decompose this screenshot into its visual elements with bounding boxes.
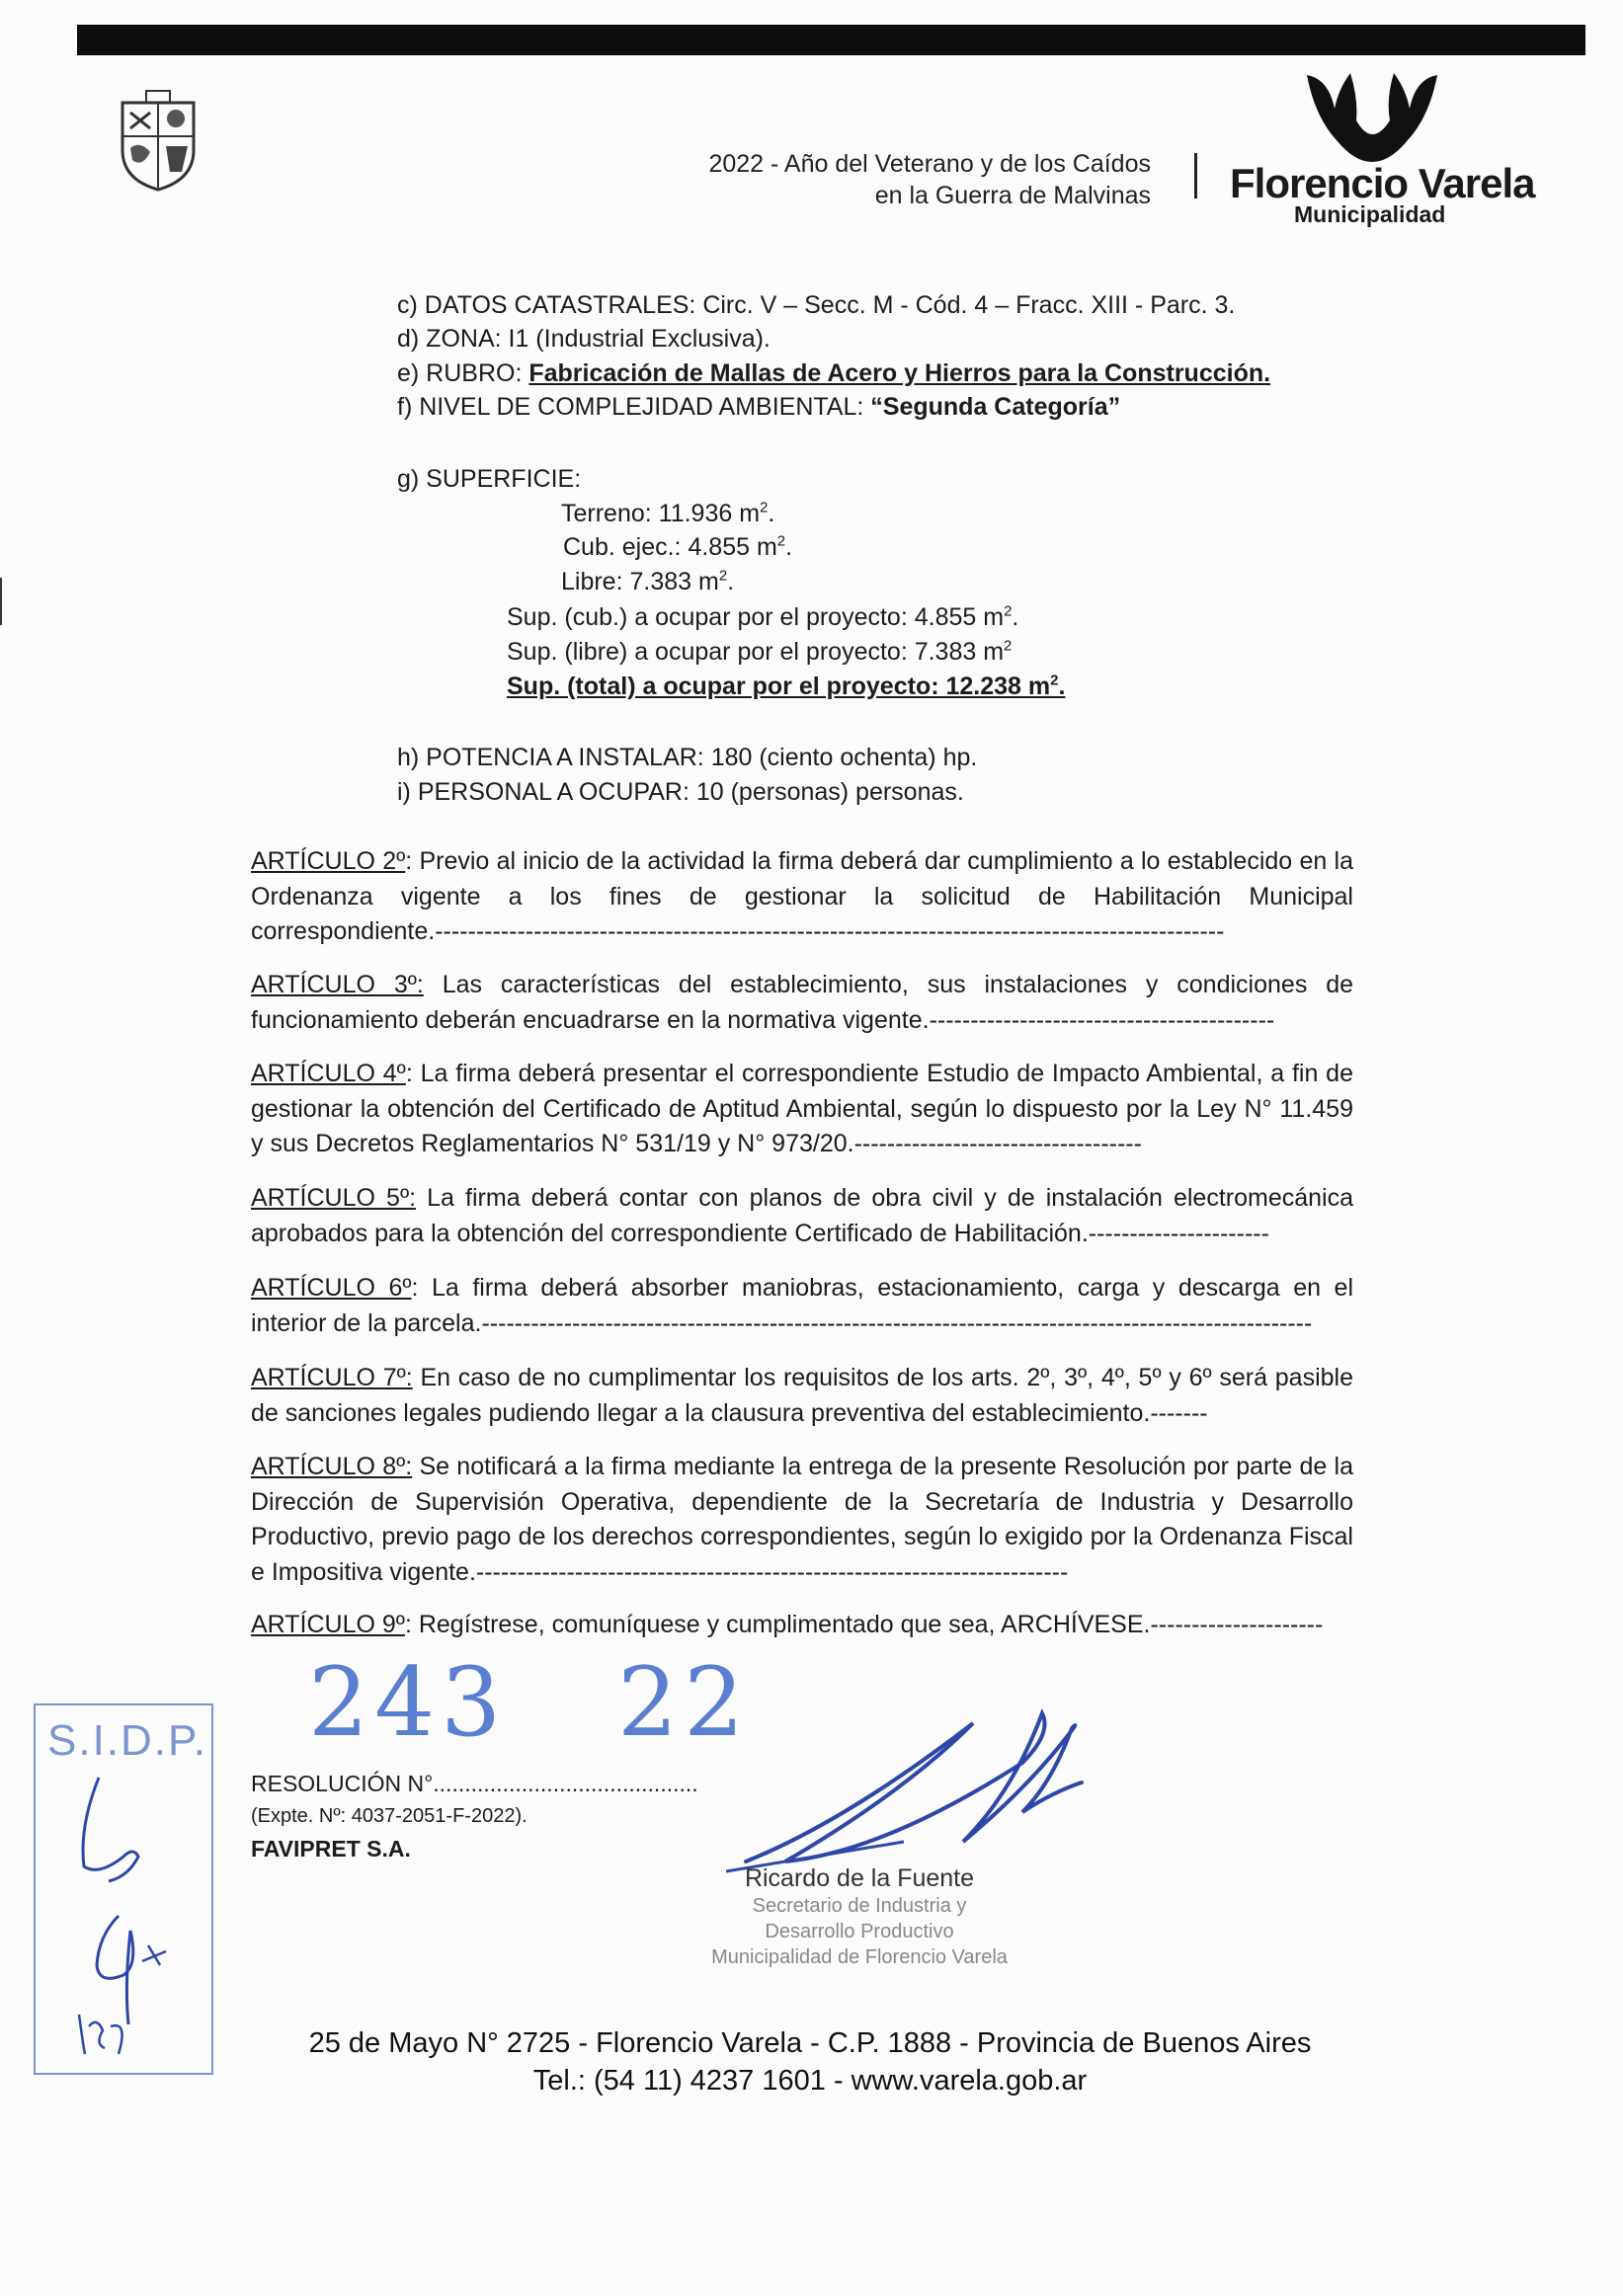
article-text: : Regístrese, comuníquese y cumplimentado que sea, ARCHÍVESE.: [404, 1611, 1151, 1638]
article-dashes: -----------------------------------------------------------------------------------------------------: [481, 1308, 1313, 1337]
logo-name: Florencio Varela: [1230, 160, 1535, 206]
sidp-stamp-label: S.I.D.P.: [47, 1716, 207, 1765]
article-label: ARTÍCULO 2º: [251, 847, 406, 875]
surface-sup-libre: [507, 635, 1012, 669]
rubro-value: Fabricación de Mallas de Acero y Hierros para la Construcción.: [528, 359, 1271, 387]
sq-exp: 2: [1004, 602, 1013, 620]
stamp-resolution-number: 243: [308, 1647, 508, 1758]
dot: .: [768, 500, 775, 527]
signature-icon: [726, 1703, 1141, 1881]
footer-contact: Tel.: (54 11) 4237 1601 - www.varela.gob.ar: [532, 2065, 1088, 2097]
article-6: [251, 1271, 1353, 1341]
surface-heading: g) SUPERFICIE:: [397, 465, 582, 493]
dot: .: [727, 568, 735, 595]
sq-exp: 2: [718, 567, 728, 585]
surface-sup-total-text: Sup. (total) a ocupar por el proyecto: 12.238 m: [507, 673, 1051, 700]
article-text: : La firma deberá presentar el correspondiente Estudio de Impacto Ambiental, a fin de gestionar la obtención del Certificado de Aptitud Ambiental, según lo dispuesto por la Ley N° 11.459 y sus Decretos Reglamentarios N° 531/19 y N° 973/20.: [251, 1060, 1353, 1157]
zone: d) ZONA: I1 (Industrial Exclusiva).: [397, 325, 771, 353]
rubro-line: [397, 356, 1270, 390]
resolution-line: [251, 1768, 698, 1800]
article-7: [251, 1361, 1353, 1431]
complexity-line: [397, 390, 1120, 424]
resolution-dots: ..........................................: [433, 1771, 698, 1796]
article-label: ARTÍCULO 9º: [251, 1611, 405, 1638]
article-dashes: ------------------------------------------------------------------------------------------------: [435, 917, 1225, 945]
expediente: (Expte. Nº: 4037-2051-F-2022).: [251, 1805, 527, 1827]
complexity-value: “Segunda Categoría”: [870, 393, 1121, 421]
logo-subtitle: Municipalidad: [1294, 201, 1446, 227]
dot: .: [785, 533, 793, 561]
surface-sup-cub-text: Sup. (cub.) a ocupar por el proyecto: 4.855 m: [507, 603, 1005, 631]
article-3: [251, 968, 1353, 1038]
article-2: [251, 844, 1353, 950]
article-label: ARTÍCULO 4º: [251, 1060, 406, 1087]
official-role-1: Secretario de Industria y: [752, 1895, 967, 1917]
article-label: ARTÍCULO 5º:: [251, 1184, 417, 1212]
article-text: En caso de no cumplimentar los requisitos de los arts. 2º, 3º, 4º, 5º y 6º será pasible de sanciones legales pudiendo llegar a la clausura preventiva del establecimiento.: [251, 1364, 1353, 1427]
article-dashes: ---------------------: [1150, 1611, 1324, 1638]
surface-cub-ejec-text: Cub. ejec.: 4.855 m: [563, 533, 777, 561]
surface-sup-libre-text: Sup. (libre) a ocupar por el proyecto: 7.383 m: [507, 638, 1005, 666]
surface-cub-ejec: [563, 530, 792, 564]
article-label: ARTÍCULO 6º: [251, 1274, 412, 1302]
official-role-2: Desarrollo Productivo: [765, 1921, 954, 1942]
power: h) POTENCIA A INSTALAR: 180 (ciento ochenta) hp.: [397, 744, 978, 771]
municipal-crest-icon: [117, 89, 200, 192]
footer-address: 25 de Mayo N° 2725 - Florencio Varela - C.P. 1888 - Provincia de Buenos Aires: [308, 2027, 1312, 2059]
article-text: Las características del establecimiento, sus instalaciones y condiciones de funcionamiento deberán encuadrarse en la normativa vigente.: [251, 971, 1354, 1034]
motto-line-1: 2022 - Año del Veterano y de los Caídos: [708, 150, 1151, 178]
article-label: ARTÍCULO 3º:: [251, 971, 424, 998]
article-dashes: -----------------------------------: [853, 1130, 1142, 1157]
article-8: [251, 1450, 1353, 1590]
article-text: La firma deberá contar con planos de obra civil y de instalación electromecánica aprobados para la obtención del correspondiente Certificado de Habilitación.: [251, 1184, 1353, 1247]
official-name: Ricardo de la Fuente: [744, 1864, 975, 1892]
surface-sup-cub: [507, 600, 1018, 634]
surface-terreno: [561, 497, 774, 530]
article-4: [251, 1057, 1353, 1162]
resolution-label: RESOLUCIÓN N°: [251, 1771, 434, 1796]
article-dashes: -------: [1150, 1398, 1208, 1427]
article-text: : La firma deberá absorber maniobras, estacionamiento, carga y descarga en el interior de la parcela.: [251, 1274, 1354, 1337]
article-dashes: ----------------------: [1088, 1219, 1269, 1247]
article-dashes: ------------------------------------------------------------------------: [475, 1557, 1069, 1586]
sq-exp: 2: [776, 532, 786, 550]
article-label: ARTÍCULO 8º:: [251, 1453, 413, 1480]
dot: .: [1012, 603, 1019, 631]
motto-line-2: en la Guerra de Malvinas: [874, 182, 1151, 209]
official-stamp: [682, 1864, 1037, 1970]
year-motto: [632, 148, 1151, 211]
resolution-block: [251, 1768, 698, 1865]
article-text: : Previo al inicio de la actividad la firma deberá dar cumplimiento a lo establecido en la Ordenanza vigente a los fines de gestionar la solicitud de Habilitación Municipal correspondiente.: [251, 847, 1353, 945]
rubro-label: e) RUBRO:: [397, 359, 529, 387]
complexity-label: f) NIVEL DE COMPLEJIDAD AMBIENTAL:: [397, 393, 871, 421]
header-divider: [1194, 153, 1197, 198]
official-role-3: Municipalidad de Florencio Varela: [711, 1946, 1008, 1968]
article-5: [251, 1181, 1353, 1251]
scan-edge-mark: [0, 578, 2, 625]
footer: [237, 2024, 1383, 2099]
sq-exp: 2: [760, 499, 769, 516]
company-name: FAVIPRET S.A.: [251, 1836, 411, 1861]
top-bar: [77, 25, 1585, 55]
article-text: Se notificará a la firma mediante la entrega de la presente Resolución por parte de la Dirección de Supervisión Operativa, dependiente de la Secretaría de Industria y Desarrollo Productivo, previo pago de los derechos correspondientes, según lo exigido por la Ordenanza Fiscal e Impositiva vigente.: [251, 1453, 1353, 1586]
article-9: [251, 1608, 1353, 1643]
surface-terreno-text: Terreno: 11.936 m: [561, 500, 761, 527]
article-label: ARTÍCULO 7º:: [251, 1364, 413, 1391]
article-dashes: ------------------------------------------: [929, 1005, 1275, 1034]
stamp-resolution-year: 22: [617, 1647, 751, 1758]
handwritten-initials-icon: [40, 1768, 207, 2064]
surface-sup-total: [507, 670, 1065, 703]
personnel: i) PERSONAL A OCUPAR: 10 (personas) personas.: [397, 778, 964, 806]
sq-exp: 2: [1050, 672, 1059, 689]
sq-exp: 2: [1004, 637, 1013, 655]
catastral-data: c) DATOS CATASTRALES: Circ. V – Secc. M - Cód. 4 – Fracc. XIII - Parc. 3.: [397, 291, 1236, 319]
florencio-varela-logo-icon: [1299, 69, 1445, 164]
surface-libre-text: Libre: 7.383 m: [561, 568, 719, 595]
dot: .: [1058, 673, 1066, 700]
surface-libre: [561, 565, 734, 598]
